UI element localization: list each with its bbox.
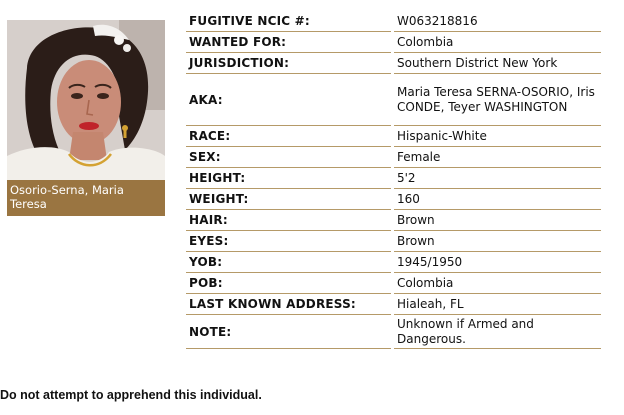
- value-weight: 160: [394, 189, 601, 210]
- label-pob: POB:: [186, 273, 391, 294]
- row-aka: [186, 74, 601, 126]
- label-race: RACE:: [186, 126, 391, 147]
- value-hair: Brown: [394, 210, 601, 231]
- row-height: [186, 168, 601, 189]
- row-yob: [186, 252, 601, 273]
- row-sex: [186, 147, 601, 168]
- label-ncic: FUGITIVE NCIC #:: [186, 11, 391, 32]
- value-jurisdiction: Southern District New York: [394, 53, 601, 74]
- label-eyes: EYES:: [186, 231, 391, 252]
- row-race: [186, 126, 601, 147]
- row-eyes: [186, 231, 601, 252]
- label-hair: HAIR:: [186, 210, 391, 231]
- value-eyes: Brown: [394, 231, 601, 252]
- photo-caption: Osorio-Serna, Maria Teresa: [7, 180, 165, 216]
- row-wanted-for: [186, 32, 601, 53]
- label-weight: WEIGHT:: [186, 189, 391, 210]
- row-hair: [186, 210, 601, 231]
- value-height: 5'2: [394, 168, 601, 189]
- row-ncic: [186, 11, 601, 32]
- row-jurisdiction: [186, 53, 601, 74]
- fugitive-photo-card: [7, 20, 165, 216]
- row-note: [186, 315, 601, 349]
- label-yob: YOB:: [186, 252, 391, 273]
- value-ncic: W063218816: [394, 11, 601, 32]
- fugitive-photo: [7, 20, 165, 180]
- do-not-apprehend-warning: Do not attempt to apprehend this individual.: [0, 388, 262, 402]
- row-pob: [186, 273, 601, 294]
- value-aka: Maria Teresa SERNA-OSORIO, Iris CONDE, Teyer WASHINGTON: [394, 74, 601, 126]
- value-pob: Colombia: [394, 273, 601, 294]
- row-weight: [186, 189, 601, 210]
- value-sex: Female: [394, 147, 601, 168]
- row-last-known-address: [186, 294, 601, 315]
- value-wanted-for: Colombia: [394, 32, 601, 53]
- label-note: NOTE:: [186, 315, 391, 349]
- value-race: Hispanic-White: [394, 126, 601, 147]
- value-last-known-address: Hialeah, FL: [394, 294, 601, 315]
- fugitive-info-table: [186, 11, 601, 349]
- label-jurisdiction: JURISDICTION:: [186, 53, 391, 74]
- label-last-known-address: LAST KNOWN ADDRESS:: [186, 294, 391, 315]
- portrait-image: [7, 20, 165, 180]
- label-aka: AKA:: [186, 74, 391, 126]
- value-note: Unknown if Armed and Dangerous.: [394, 315, 601, 349]
- label-height: HEIGHT:: [186, 168, 391, 189]
- label-sex: SEX:: [186, 147, 391, 168]
- value-yob: 1945/1950: [394, 252, 601, 273]
- label-wanted-for: WANTED FOR:: [186, 32, 391, 53]
